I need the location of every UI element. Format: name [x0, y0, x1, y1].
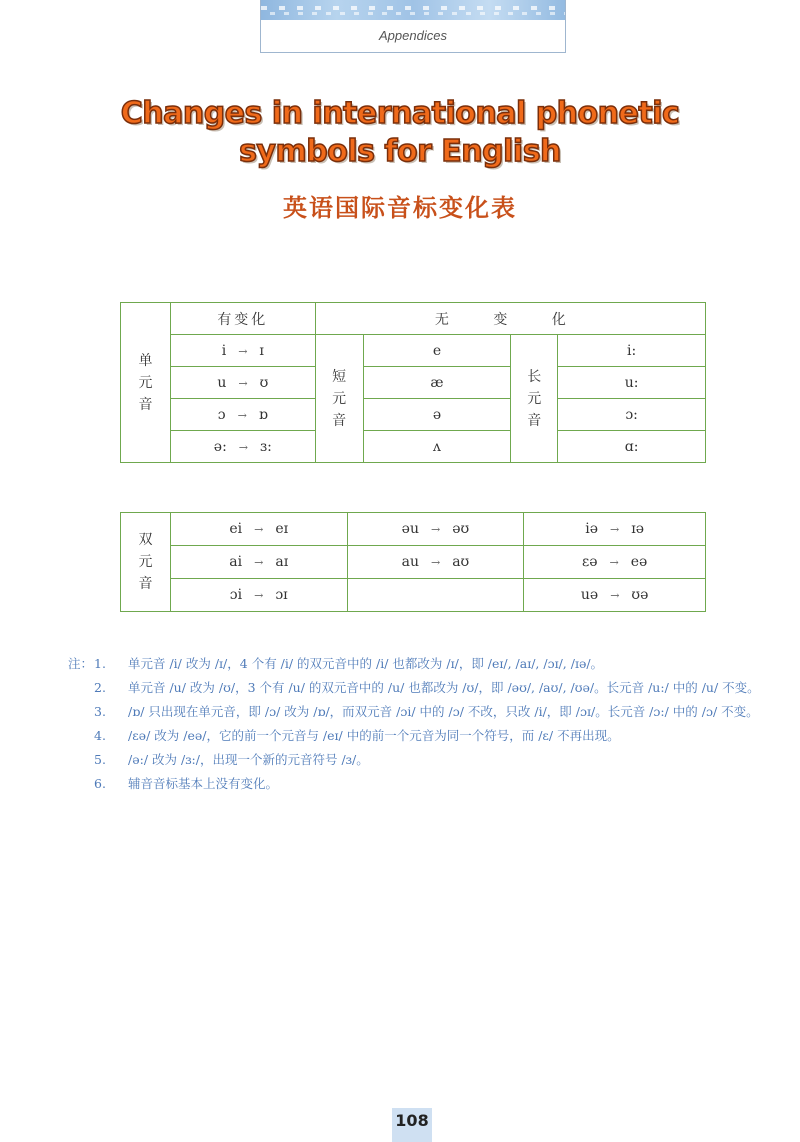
- diphthong-cell-empty: [347, 579, 524, 612]
- note-item: 注： 1. 单元音 /i/ 改为 /ɪ/，4 个有 /i/ 的双元音中的 /i/ 也都改为 /ɪ/，即 /eɪ/, /aɪ/, /ɔɪ/, /ɪə/。: [68, 652, 768, 676]
- diphthong-cell: au → aʊ: [347, 546, 524, 579]
- note-item: 4. /εə/ 改为 /eə/，它的前一个元音与 /eɪ/ 中的前一个元音为同一个符号，而 /ε/ 不再出现。: [94, 728, 620, 743]
- diphthong-label: 双 元 音: [121, 513, 171, 612]
- changed-cell: i → ɪ: [170, 335, 315, 367]
- section-header-tab: [260, 0, 566, 53]
- monophthong-table: [120, 302, 706, 463]
- long-vowel-label: 长 元 音: [511, 335, 558, 463]
- long-vowel-cell: i:: [558, 335, 706, 367]
- long-vowel-cell: u:: [558, 367, 706, 399]
- page-subtitle-chinese: 英语国际音标变化表: [283, 193, 517, 222]
- diphthong-cell: əu → əʊ: [347, 513, 524, 546]
- diphthong-table: [120, 512, 706, 612]
- diphthong-cell: ɔi → ɔɪ: [170, 579, 347, 612]
- short-vowel-cell: æ: [363, 367, 511, 399]
- note-item: 6. 辅音音标基本上没有变化。: [94, 776, 279, 791]
- note-item: 5. /ə:/ 改为 /ɜ:/，出现一个新的元音符号 /ɜ/。: [94, 752, 369, 767]
- changed-cell: ɔ → ɒ: [170, 399, 315, 431]
- note-item: 2. 单元音 /u/ 改为 /ʊ/，3 个有 /u/ 的双元音中的 /u/ 也都改为 /ʊ/，即 /əʊ/, /aʊ/, /ʊə/。长元音 /u:/ 中的 /u/ 不变。: [94, 680, 760, 695]
- diphthong-cell: iə → ɪə: [524, 513, 706, 546]
- changed-cell: ə: → ɜ:: [170, 431, 315, 463]
- diphthong-cell: εə → eə: [524, 546, 706, 579]
- short-vowel-cell: e: [363, 335, 511, 367]
- unchanged-header: 无 变 化: [315, 303, 705, 335]
- note-item: 3. /ɒ/ 只出现在单元音，即 /ɔ/ 改为 /ɒ/，而双元音 /ɔi/ 中的 /ɔ/ 不改，只改 /i/，即 /ɔɪ/。长元音 /ɔ:/ 中的 /ɔ/ 不变。: [94, 704, 759, 719]
- section-label: Appendices: [379, 28, 447, 43]
- diphthong-cell: ei → eɪ: [170, 513, 347, 546]
- monophthong-label: 单 元 音: [121, 303, 171, 463]
- page-title-line-2: symbols for English: [239, 134, 561, 169]
- page-number: 108: [392, 1108, 432, 1142]
- diphthong-cell: ai → aɪ: [170, 546, 347, 579]
- notes-section: [68, 652, 768, 796]
- diphthong-cell: uə → ʊə: [524, 579, 706, 612]
- short-vowel-label: 短 元 音: [315, 335, 363, 463]
- changed-cell: u → ʊ: [170, 367, 315, 399]
- notes-prefix: 注：: [68, 656, 94, 671]
- page-title-line-1: Changes in international phonetic: [120, 96, 680, 131]
- changed-header: 有变化: [170, 303, 315, 335]
- short-vowel-cell: ə: [363, 399, 511, 431]
- short-vowel-cell: ʌ: [363, 431, 511, 463]
- long-vowel-cell: ɔ:: [558, 399, 706, 431]
- long-vowel-cell: ɑ:: [558, 431, 706, 463]
- header-decoration-band: [261, 0, 565, 20]
